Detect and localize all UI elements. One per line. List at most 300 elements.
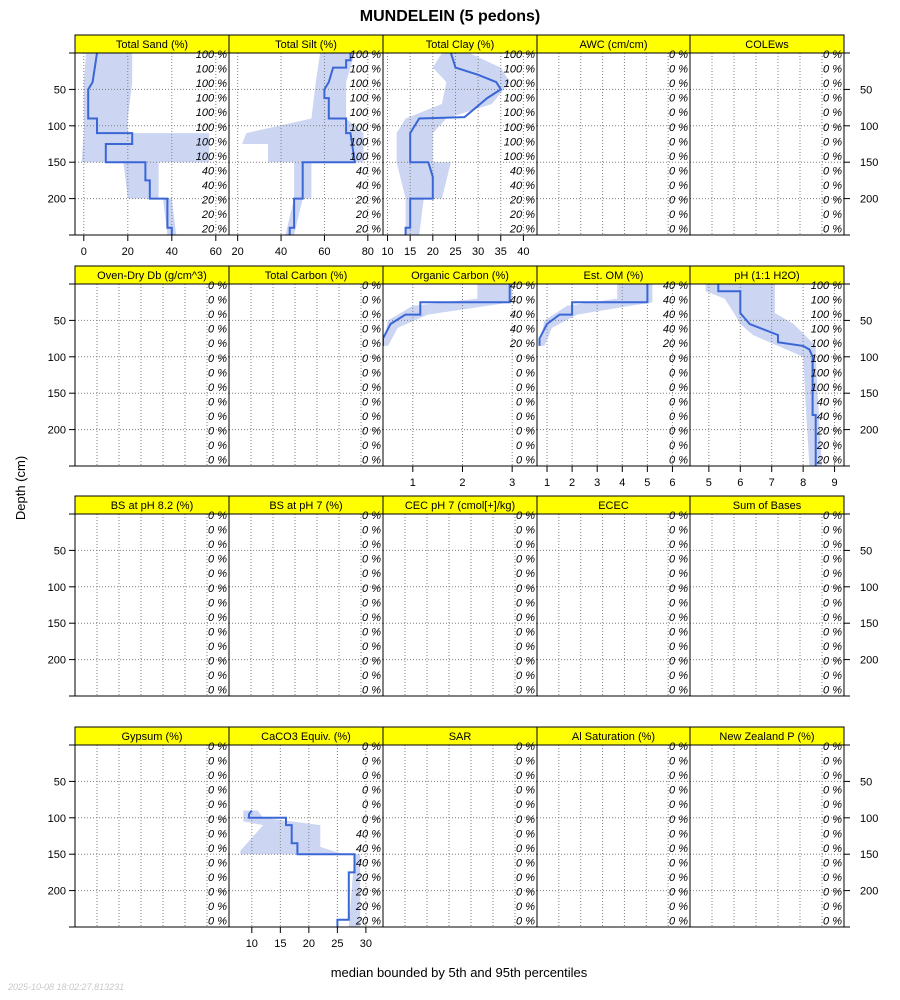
depth-tick-label-right: 150 bbox=[860, 618, 879, 631]
x-tick-label: 40 bbox=[165, 246, 178, 258]
x-tick-label: 80 bbox=[361, 246, 374, 258]
sample-pct-label: 0 % bbox=[362, 524, 381, 537]
x-tick-label: 25 bbox=[449, 246, 462, 258]
sample-pct-label: 0 % bbox=[362, 641, 381, 654]
sample-pct-label: 0 % bbox=[516, 626, 535, 639]
sample-pct-label: 0 % bbox=[823, 510, 842, 522]
sample-pct-label: 0 % bbox=[823, 872, 842, 885]
sample-pct-label: 20 % bbox=[355, 915, 381, 928]
sample-pct-label: 0 % bbox=[362, 770, 381, 783]
sample-pct-label: 0 % bbox=[208, 770, 227, 783]
x-tick-label: 40 bbox=[517, 246, 530, 258]
sample-pct-label: 40 % bbox=[509, 294, 535, 307]
sample-pct-label: 0 % bbox=[669, 367, 688, 380]
panel-strip-label: BS at pH 7 (%) bbox=[269, 500, 343, 512]
sample-pct-label: 100 % bbox=[503, 63, 535, 76]
panel-background bbox=[537, 514, 690, 696]
sample-pct-label: 0 % bbox=[823, 121, 842, 134]
sample-pct-label: 0 % bbox=[516, 872, 535, 885]
panel bbox=[690, 266, 844, 489]
sample-pct-label: 20 % bbox=[355, 901, 381, 914]
x-tick-label: 4 bbox=[619, 477, 626, 489]
x-tick-label: 1 bbox=[543, 477, 551, 489]
sample-pct-label: 0 % bbox=[669, 655, 688, 668]
panel-strip-label: AWC (cm/cm) bbox=[579, 39, 648, 51]
sample-pct-label: 0 % bbox=[362, 597, 381, 610]
sample-pct-label: 0 % bbox=[516, 582, 535, 595]
sample-pct-label: 40 % bbox=[509, 309, 535, 322]
depth-tick-label-left: 50 bbox=[53, 776, 66, 789]
depth-tick-label-right: 150 bbox=[860, 388, 879, 401]
sample-pct-label: 0 % bbox=[516, 510, 535, 522]
depth-tick-label-right: 200 bbox=[860, 654, 879, 667]
depth-tick-label-left: 100 bbox=[47, 812, 66, 825]
sample-pct-label: 0 % bbox=[362, 655, 381, 668]
panel bbox=[690, 496, 844, 697]
panel-strip-label: Organic Carbon (%) bbox=[411, 270, 509, 282]
sample-pct-label: 100 % bbox=[503, 78, 535, 91]
panel-strip-label: Est. OM (%) bbox=[583, 270, 644, 282]
sample-pct-label: 0 % bbox=[516, 784, 535, 797]
sample-pct-label: 20 % bbox=[201, 209, 227, 222]
sample-pct-label: 0 % bbox=[362, 539, 381, 552]
x-tick-label: 6 bbox=[737, 477, 744, 489]
sample-pct-label: 0 % bbox=[516, 857, 535, 870]
x-tick-label: 10 bbox=[245, 938, 258, 950]
sample-pct-label: 0 % bbox=[669, 626, 688, 639]
sample-pct-label: 0 % bbox=[516, 425, 535, 438]
sample-pct-label: 0 % bbox=[823, 770, 842, 783]
sample-pct-label: 0 % bbox=[208, 611, 227, 624]
sample-pct-label: 0 % bbox=[208, 568, 227, 581]
sample-pct-label: 0 % bbox=[516, 915, 535, 928]
sample-pct-label: 0 % bbox=[516, 352, 535, 365]
sample-pct-label: 0 % bbox=[208, 626, 227, 639]
sample-pct-label: 0 % bbox=[823, 107, 842, 120]
sample-pct-label: 0 % bbox=[362, 454, 381, 467]
panel-strip-label: BS at pH 8.2 (%) bbox=[110, 500, 194, 512]
sample-pct-label: 0 % bbox=[208, 440, 227, 453]
sample-pct-label: 0 % bbox=[362, 411, 381, 424]
sample-pct-label: 20 % bbox=[509, 194, 535, 207]
sample-pct-label: 100 % bbox=[503, 150, 535, 163]
sample-pct-label: 0 % bbox=[208, 553, 227, 566]
sample-pct-label: 100 % bbox=[349, 136, 381, 149]
sample-pct-label: 0 % bbox=[669, 150, 688, 163]
sample-pct-label: 0 % bbox=[208, 872, 227, 885]
sample-pct-label: 0 % bbox=[516, 770, 535, 783]
sample-pct-label: 100 % bbox=[195, 78, 227, 91]
sample-pct-label: 0 % bbox=[362, 294, 381, 307]
sample-pct-label: 0 % bbox=[669, 611, 688, 624]
depth-tick-label-left: 200 bbox=[47, 424, 66, 437]
x-tick-label: 9 bbox=[831, 477, 838, 489]
depth-tick-label-right: 50 bbox=[860, 315, 873, 328]
panel-strip-label: New Zealand P (%) bbox=[719, 731, 815, 743]
sample-pct-label: 0 % bbox=[669, 828, 688, 841]
depth-tick-label-right: 50 bbox=[860, 84, 873, 97]
panel bbox=[537, 496, 690, 697]
sample-pct-label: 0 % bbox=[516, 411, 535, 424]
sample-pct-label: 0 % bbox=[208, 597, 227, 610]
sample-pct-label: 0 % bbox=[669, 396, 688, 409]
sample-pct-label: 20 % bbox=[816, 440, 842, 453]
sample-pct-label: 0 % bbox=[669, 670, 688, 683]
sample-pct-label: 0 % bbox=[362, 553, 381, 566]
sample-pct-label: 0 % bbox=[208, 294, 227, 307]
sample-pct-label: 100 % bbox=[503, 49, 535, 61]
panel-strip-label: Al Saturation (%) bbox=[571, 731, 656, 743]
sample-pct-label: 0 % bbox=[208, 915, 227, 928]
sample-pct-label: 0 % bbox=[823, 655, 842, 668]
sample-pct-label: 0 % bbox=[516, 828, 535, 841]
sample-pct-label: 0 % bbox=[208, 857, 227, 870]
sample-pct-label: 20 % bbox=[509, 338, 535, 351]
sample-pct-label: 100 % bbox=[195, 49, 227, 61]
sample-pct-label: 0 % bbox=[823, 626, 842, 639]
sample-pct-label: 40 % bbox=[509, 165, 535, 178]
sample-pct-label: 0 % bbox=[208, 828, 227, 841]
sample-pct-label: 0 % bbox=[669, 510, 688, 522]
sample-pct-label: 0 % bbox=[362, 338, 381, 351]
depth-tick-label-left: 200 bbox=[47, 654, 66, 667]
sample-pct-label: 0 % bbox=[208, 352, 227, 365]
sample-pct-label: 0 % bbox=[669, 78, 688, 91]
sample-pct-label: 40 % bbox=[355, 842, 381, 855]
sample-pct-label: 0 % bbox=[208, 813, 227, 826]
x-tick-label: 3 bbox=[594, 477, 601, 489]
sample-pct-label: 100 % bbox=[195, 92, 227, 105]
depth-tick-label-left: 150 bbox=[47, 618, 66, 631]
sample-pct-label: 100 % bbox=[195, 107, 227, 120]
sample-pct-label: 0 % bbox=[823, 223, 842, 236]
depth-tick-label-right: 200 bbox=[860, 424, 879, 437]
sample-pct-label: 20 % bbox=[509, 223, 535, 236]
sample-pct-label: 0 % bbox=[516, 611, 535, 624]
sample-pct-label: 0 % bbox=[669, 582, 688, 595]
sample-pct-label: 0 % bbox=[516, 655, 535, 668]
sample-pct-label: 0 % bbox=[362, 670, 381, 683]
depth-tick-label-left: 200 bbox=[47, 193, 66, 206]
sample-pct-label: 20 % bbox=[355, 872, 381, 885]
x-tick-label: 60 bbox=[318, 246, 331, 258]
sample-pct-label: 100 % bbox=[349, 107, 381, 120]
sample-pct-label: 0 % bbox=[669, 209, 688, 222]
sample-pct-label: 0 % bbox=[362, 799, 381, 812]
panel bbox=[75, 266, 229, 467]
sample-pct-label: 0 % bbox=[208, 425, 227, 438]
sample-pct-label: 0 % bbox=[669, 63, 688, 76]
sample-pct-label: 100 % bbox=[349, 150, 381, 163]
sample-pct-label: 0 % bbox=[208, 381, 227, 394]
sample-pct-label: 0 % bbox=[823, 553, 842, 566]
panel bbox=[537, 266, 690, 489]
sample-pct-label: 100 % bbox=[349, 63, 381, 76]
panel-strip-label: Gypsum (%) bbox=[121, 731, 183, 743]
depth-tick-label-right: 150 bbox=[860, 157, 879, 170]
sample-pct-label: 0 % bbox=[823, 209, 842, 222]
sample-pct-label: 0 % bbox=[823, 63, 842, 76]
sample-pct-label: 0 % bbox=[516, 799, 535, 812]
sample-pct-label: 100 % bbox=[349, 49, 381, 61]
sample-pct-label: 0 % bbox=[208, 684, 227, 697]
panel-strip-label: CaCO3 Equiv. (%) bbox=[261, 731, 351, 743]
x-tick-label: 2 bbox=[569, 477, 576, 489]
sample-pct-label: 0 % bbox=[823, 670, 842, 683]
sample-pct-label: 0 % bbox=[823, 180, 842, 193]
sample-pct-label: 0 % bbox=[823, 49, 842, 61]
sample-pct-label: 0 % bbox=[823, 828, 842, 841]
sample-pct-label: 0 % bbox=[669, 813, 688, 826]
panel-strip-label: Total Silt (%) bbox=[275, 39, 337, 51]
sample-pct-label: 0 % bbox=[823, 901, 842, 914]
panel bbox=[690, 35, 844, 236]
sample-pct-label: 0 % bbox=[208, 367, 227, 380]
panel-strip-label: COLEws bbox=[745, 39, 789, 51]
panel-strip-label: pH (1:1 H2O) bbox=[734, 270, 800, 282]
depth-tick-label-right: 200 bbox=[860, 193, 879, 206]
depth-tick-label-right: 100 bbox=[860, 812, 879, 825]
sample-pct-label: 0 % bbox=[516, 539, 535, 552]
sample-pct-label: 0 % bbox=[669, 872, 688, 885]
sample-pct-label: 0 % bbox=[823, 150, 842, 163]
sample-pct-label: 0 % bbox=[669, 92, 688, 105]
sample-pct-label: 0 % bbox=[208, 670, 227, 683]
sample-pct-label: 0 % bbox=[669, 223, 688, 236]
sample-pct-label: 0 % bbox=[208, 886, 227, 899]
sample-pct-label: 40 % bbox=[201, 180, 227, 193]
sample-pct-label: 0 % bbox=[208, 323, 227, 336]
x-tick-label: 20 bbox=[302, 938, 315, 950]
panel bbox=[229, 496, 383, 697]
panel bbox=[229, 266, 383, 467]
sample-pct-label: 0 % bbox=[516, 381, 535, 394]
sample-pct-label: 40 % bbox=[509, 180, 535, 193]
sample-pct-label: 0 % bbox=[823, 741, 842, 753]
x-tick-label: 20 bbox=[426, 246, 439, 258]
sample-pct-label: 0 % bbox=[823, 78, 842, 91]
x-tick-label: 0 bbox=[80, 246, 87, 258]
sample-pct-label: 40 % bbox=[355, 165, 381, 178]
sample-pct-label: 20 % bbox=[355, 223, 381, 236]
sample-pct-label: 20 % bbox=[816, 425, 842, 438]
sample-pct-label: 0 % bbox=[823, 611, 842, 624]
sample-pct-label: 0 % bbox=[823, 684, 842, 697]
sample-pct-label: 40 % bbox=[662, 309, 688, 322]
sample-pct-label: 0 % bbox=[669, 886, 688, 899]
panel-strip-label: Total Sand (%) bbox=[115, 39, 189, 51]
sample-pct-label: 20 % bbox=[355, 194, 381, 207]
panel-strip-label: Total Carbon (%) bbox=[264, 270, 348, 282]
sample-pct-label: 0 % bbox=[669, 784, 688, 797]
panel-background bbox=[537, 53, 690, 235]
sample-pct-label: 0 % bbox=[669, 524, 688, 537]
sample-pct-label: 0 % bbox=[823, 915, 842, 928]
sample-pct-label: 0 % bbox=[362, 280, 381, 292]
sample-pct-label: 0 % bbox=[208, 582, 227, 595]
sample-pct-label: 40 % bbox=[662, 323, 688, 336]
sample-pct-label: 100 % bbox=[503, 92, 535, 105]
sample-pct-label: 0 % bbox=[823, 582, 842, 595]
depth-tick-label-left: 50 bbox=[53, 84, 66, 97]
x-tick-label: 20 bbox=[231, 246, 244, 258]
sample-pct-label: 0 % bbox=[669, 539, 688, 552]
sample-pct-label: 0 % bbox=[208, 741, 227, 753]
sample-pct-label: 100 % bbox=[810, 323, 842, 336]
sample-pct-label: 100 % bbox=[195, 136, 227, 149]
sample-pct-label: 100 % bbox=[195, 63, 227, 76]
sample-pct-label: 0 % bbox=[362, 309, 381, 322]
sample-pct-label: 40 % bbox=[355, 180, 381, 193]
sample-pct-label: 0 % bbox=[669, 755, 688, 768]
sample-pct-label: 0 % bbox=[669, 411, 688, 424]
sample-pct-label: 0 % bbox=[669, 121, 688, 134]
sample-pct-label: 100 % bbox=[195, 121, 227, 134]
sample-pct-label: 0 % bbox=[669, 553, 688, 566]
x-tick-label: 5 bbox=[705, 477, 712, 489]
panel bbox=[383, 266, 537, 489]
sample-pct-label: 0 % bbox=[669, 136, 688, 149]
sample-pct-label: 100 % bbox=[810, 352, 842, 365]
sample-pct-label: 20 % bbox=[509, 209, 535, 222]
sample-pct-label: 0 % bbox=[208, 655, 227, 668]
x-tick-label: 20 bbox=[121, 246, 134, 258]
sample-pct-label: 0 % bbox=[362, 323, 381, 336]
panel bbox=[537, 35, 690, 236]
sample-pct-label: 0 % bbox=[516, 440, 535, 453]
panel-grid bbox=[48, 35, 879, 950]
sample-pct-label: 0 % bbox=[208, 799, 227, 812]
sample-pct-label: 0 % bbox=[362, 352, 381, 365]
sample-pct-label: 0 % bbox=[362, 813, 381, 826]
sample-pct-label: 0 % bbox=[208, 784, 227, 797]
sample-pct-label: 20 % bbox=[662, 338, 688, 351]
sample-pct-label: 0 % bbox=[516, 568, 535, 581]
sample-pct-label: 0 % bbox=[516, 901, 535, 914]
sample-pct-label: 0 % bbox=[669, 180, 688, 193]
sample-pct-label: 0 % bbox=[669, 165, 688, 178]
sample-pct-label: 100 % bbox=[503, 121, 535, 134]
sample-pct-label: 40 % bbox=[355, 857, 381, 870]
sample-pct-label: 0 % bbox=[823, 539, 842, 552]
sample-pct-label: 0 % bbox=[516, 842, 535, 855]
sample-pct-label: 0 % bbox=[362, 611, 381, 624]
x-tick-label: 15 bbox=[274, 938, 287, 950]
sample-pct-label: 0 % bbox=[669, 915, 688, 928]
sample-pct-label: 0 % bbox=[669, 641, 688, 654]
sample-pct-label: 0 % bbox=[823, 813, 842, 826]
panel-strip-label: CEC pH 7 (cmol[+]/kg) bbox=[404, 500, 516, 512]
sample-pct-label: 0 % bbox=[823, 165, 842, 178]
sample-pct-label: 0 % bbox=[669, 857, 688, 870]
depth-tick-label-right: 200 bbox=[860, 885, 879, 898]
sample-pct-label: 0 % bbox=[208, 842, 227, 855]
panel-background bbox=[75, 284, 229, 466]
sample-pct-label: 0 % bbox=[823, 597, 842, 610]
depth-tick-label-right: 100 bbox=[860, 581, 879, 594]
panel bbox=[383, 496, 537, 697]
sample-pct-label: 0 % bbox=[823, 194, 842, 207]
sample-pct-label: 0 % bbox=[669, 425, 688, 438]
sample-pct-label: 0 % bbox=[516, 367, 535, 380]
sample-pct-label: 20 % bbox=[201, 194, 227, 207]
panel-background bbox=[229, 284, 383, 466]
sample-pct-label: 0 % bbox=[362, 755, 381, 768]
sample-pct-label: 0 % bbox=[669, 842, 688, 855]
sample-pct-label: 40 % bbox=[201, 165, 227, 178]
panel bbox=[537, 727, 690, 928]
sample-pct-label: 0 % bbox=[516, 670, 535, 683]
sample-pct-label: 40 % bbox=[509, 323, 535, 336]
sample-pct-label: 20 % bbox=[355, 886, 381, 899]
sample-pct-label: 0 % bbox=[669, 684, 688, 697]
panel bbox=[75, 35, 229, 258]
sample-pct-label: 100 % bbox=[810, 338, 842, 351]
x-tick-label: 60 bbox=[209, 246, 222, 258]
panel-background bbox=[75, 745, 229, 927]
sample-pct-label: 20 % bbox=[201, 223, 227, 236]
sample-pct-label: 0 % bbox=[669, 568, 688, 581]
sample-pct-label: 20 % bbox=[355, 209, 381, 222]
sample-pct-label: 0 % bbox=[362, 367, 381, 380]
sample-pct-label: 0 % bbox=[208, 539, 227, 552]
x-tick-label: 30 bbox=[359, 938, 373, 950]
sample-pct-label: 0 % bbox=[362, 381, 381, 394]
x-tick-label: 5 bbox=[644, 477, 651, 489]
chart-title: MUNDELEIN (5 pedons) bbox=[359, 8, 541, 25]
sample-pct-label: 0 % bbox=[208, 411, 227, 424]
sample-pct-label: 0 % bbox=[362, 784, 381, 797]
depth-tick-label-left: 150 bbox=[47, 849, 66, 862]
sample-pct-label: 100 % bbox=[810, 309, 842, 322]
x-tick-label: 6 bbox=[669, 477, 676, 489]
sample-pct-label: 40 % bbox=[355, 828, 381, 841]
sample-pct-label: 0 % bbox=[669, 454, 688, 467]
depth-tick-label-left: 150 bbox=[47, 388, 66, 401]
sample-pct-label: 0 % bbox=[208, 454, 227, 467]
sample-pct-label: 0 % bbox=[669, 770, 688, 783]
sample-pct-label: 0 % bbox=[362, 684, 381, 697]
sample-pct-label: 0 % bbox=[516, 813, 535, 826]
sample-pct-label: 0 % bbox=[669, 107, 688, 120]
y-axis-title: Depth (cm) bbox=[13, 455, 28, 521]
depth-tick-label-left: 50 bbox=[53, 545, 66, 558]
x-tick-label: 3 bbox=[509, 477, 516, 489]
panel-strip-label: Total Clay (%) bbox=[425, 39, 495, 51]
depth-tick-label-left: 200 bbox=[47, 885, 66, 898]
depth-tick-label-right: 150 bbox=[860, 849, 879, 862]
sample-pct-label: 100 % bbox=[810, 294, 842, 307]
panel-strip-label: Oven-Dry Db (g/cm^3) bbox=[97, 270, 207, 282]
sample-pct-label: 0 % bbox=[669, 741, 688, 753]
sample-pct-label: 0 % bbox=[362, 741, 381, 753]
x-tick-label: 30 bbox=[471, 246, 485, 258]
panel-strip-label: Sum of Bases bbox=[732, 500, 802, 512]
sample-pct-label: 0 % bbox=[208, 280, 227, 292]
sample-pct-label: 0 % bbox=[208, 510, 227, 522]
sample-pct-label: 0 % bbox=[516, 396, 535, 409]
sample-pct-label: 0 % bbox=[208, 396, 227, 409]
sample-pct-label: 0 % bbox=[823, 886, 842, 899]
sample-pct-label: 0 % bbox=[516, 641, 535, 654]
sample-pct-label: 0 % bbox=[362, 582, 381, 595]
sample-pct-label: 100 % bbox=[503, 136, 535, 149]
depth-tick-label-left: 50 bbox=[53, 315, 66, 328]
sample-pct-label: 0 % bbox=[823, 799, 842, 812]
sample-pct-label: 0 % bbox=[362, 396, 381, 409]
sample-pct-label: 0 % bbox=[516, 597, 535, 610]
sample-pct-label: 0 % bbox=[669, 799, 688, 812]
